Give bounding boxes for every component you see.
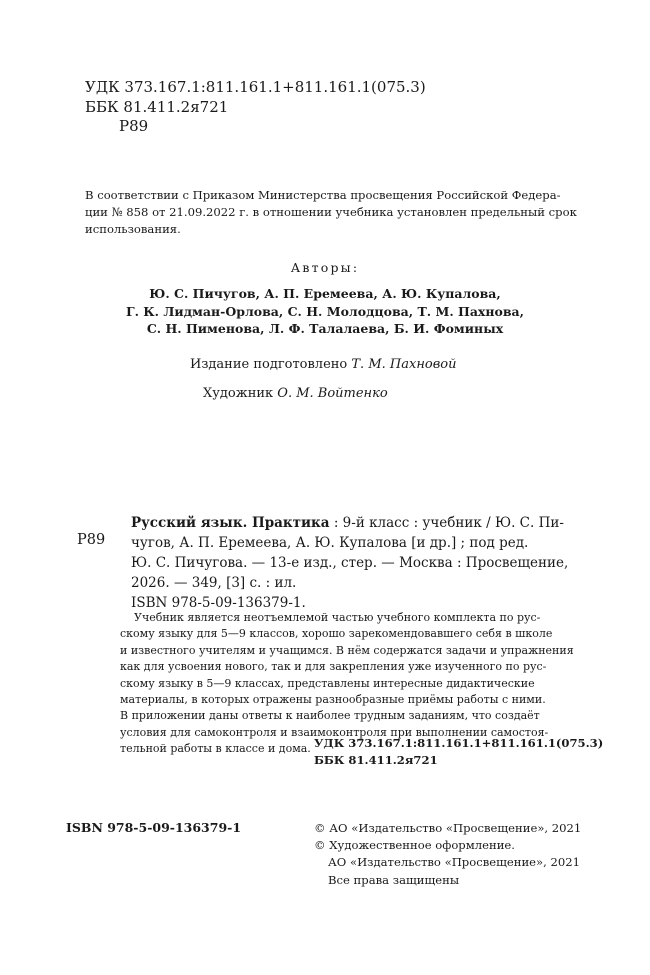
copyright-block xyxy=(314,820,581,889)
prepared-by xyxy=(190,357,456,372)
biblio-line: чугов, А. П. Еремеева, А. Ю. Купалова [и др.] ; под ред. xyxy=(131,535,529,551)
copyright-line: АО «Издательство «Просвещение», 2021 xyxy=(328,855,581,870)
bbk-code: ББК 81.411.2я721 xyxy=(314,753,438,767)
bbk-code: ББК 81.411.2я721 xyxy=(85,97,229,116)
biblio-line: 2026. — 349, [3] с. : ил. xyxy=(131,575,297,591)
notice-line: использования. xyxy=(85,222,181,236)
udk-code: УДК 373.167.1:811.161.1+811.161.1(075.3) xyxy=(314,736,604,750)
bottom-classification-codes xyxy=(314,735,603,769)
artist-label: Художник xyxy=(203,386,278,401)
biblio-line xyxy=(131,513,568,533)
udk-code: УДК 373.167.1:811.161.1+811.161.1(075.3) xyxy=(85,78,426,96)
bibliography-code: Р89 xyxy=(77,532,106,548)
authors-heading: Авторы: xyxy=(290,260,360,275)
biblio-line-rest: : 9-й класс : учебник / Ю. С. Пи- xyxy=(329,515,564,531)
abstract-line: В приложении даны ответы к наиболее трудным заданиям, что создаёт xyxy=(120,709,540,723)
copyright-line: © АО «Издательство «Просвещение», 2021 xyxy=(314,821,582,835)
notice-line: ции № 858 от 21.09.2022 г. в отношении учебника установлен предельный срок xyxy=(85,205,577,219)
authors-line: С. Н. Пименова, Л. Ф. Талалаева, Б. И. Фоминых xyxy=(146,321,504,336)
abstract-line: условия для самоконтроля и взаимоконтроля при выполнении самостоя- xyxy=(120,725,549,739)
abstract-line: Учебник является неотъемлемой частью учебного комплекта по рус- xyxy=(134,611,541,624)
book-title: Русский язык. Практика xyxy=(131,515,330,531)
abstract-line: и известного учителям и учащимся. В нём содержатся задачи и упражнения xyxy=(120,643,574,657)
abstract-line: материалы, в которых отражены разнообразные приёмы работы с ними. xyxy=(120,693,546,707)
biblio-isbn: ISBN 978-5-09-136379-1. xyxy=(131,595,306,611)
ministry-notice xyxy=(85,187,575,238)
authors-line: Г. К. Лидман-Орлова, С. Н. Молодцова, Т. М. Пахнова, xyxy=(125,303,525,319)
prepared-name: Т. М. Пахновой xyxy=(351,357,457,372)
abstract-line: как для усвоения нового, так и для закрепления уже изученного по рус- xyxy=(120,660,547,674)
abstract-line: скому языку для 5—9 классов, хорошо зарекомендовавшего себя в школе xyxy=(120,627,553,641)
authors-line: Ю. С. Пичугов, А. П. Еремеева, А. Ю. Купалова, xyxy=(149,286,501,301)
abstract-line: тельной работы в классе и дома. xyxy=(120,742,311,756)
artist-credit xyxy=(203,386,388,401)
top-classification-codes xyxy=(85,78,426,137)
author-code: Р89 xyxy=(119,117,149,135)
copyright-line: Все права защищены xyxy=(328,872,460,887)
copyright-line: © Художественное оформление. xyxy=(314,838,515,853)
bibliographic-record xyxy=(131,513,568,613)
artist-name: О. М. Войтенко xyxy=(277,386,388,401)
biblio-line: Ю. С. Пичугова. — 13-е изд., стер. — Москва : Просвещение, xyxy=(131,555,569,571)
authors-list xyxy=(0,285,650,338)
abstract-line: скому языку в 5—9 классах, представлены интересные дидактические xyxy=(120,676,535,690)
notice-line: В соответствии с Приказом Министерства просвещения Российской Федера- xyxy=(85,188,561,202)
footer-isbn: ISBN 978-5-09-136379-1 xyxy=(66,820,242,835)
prepared-label: Издание подготовлено xyxy=(190,357,352,372)
